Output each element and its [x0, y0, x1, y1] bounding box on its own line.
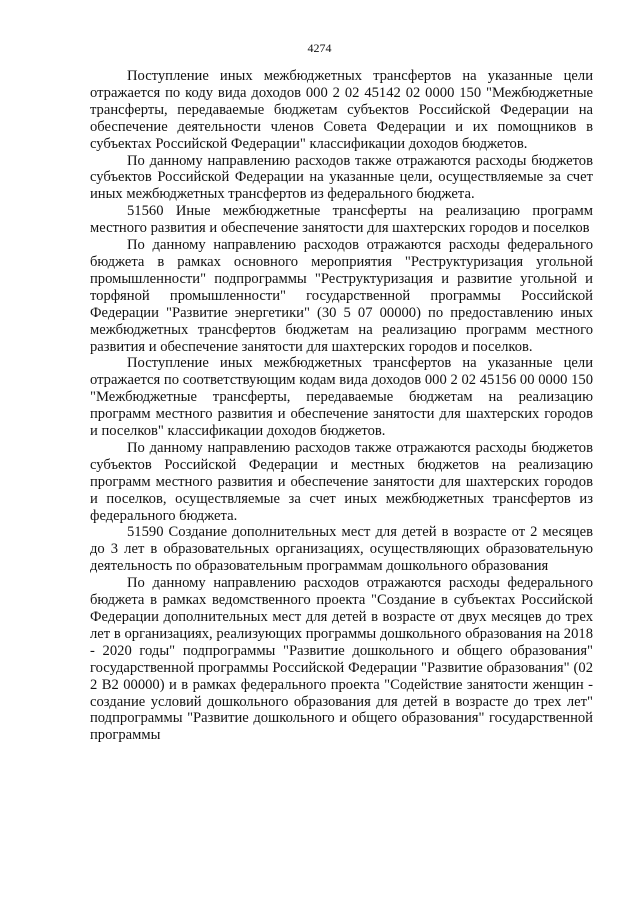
page-number: 4274 — [307, 41, 332, 55]
paragraph: По данному направлению расходов отражаются расходы федерального бюджета в рамках основного мероприятия "Реструктуризация угольной промышленности" подпрограммы "Реструктуризация и развитие угольной и торфяной промышленности" государственной программы Российской Федерации "Развитие энергетики" (30 5 07 00000) по предоставлению иных межбюджетных трансфертов бюджетам на реализацию программ местного развития и обеспечение занятости для шахтерских городов и поселков. — [90, 237, 593, 355]
paragraph: По данному направлению расходов также отражаются расходы бюджетов субъектов Российской Федерации на указанные цели, осуществляемые за счет иных межбюджетных трансфертов из федерального бюджета. — [90, 152, 593, 203]
paragraph: Поступление иных межбюджетных трансфертов на указанные цели отражается по соответствующим кодам вида доходов 000 2 02 45156 00 0000 150 "Межбюджетные трансферты, передаваемые бюджетам на реализацию программ местного развития и обеспечение занятости для шахтерских городов и поселков" классификации доходов бюджетов. — [90, 355, 593, 440]
paragraph: По данному направлению расходов также отражаются расходы бюджетов субъектов Российской Федерации и местных бюджетов на реализацию программ местного развития и обеспечение занятости для шахтерских городов и поселков, осуществляемые за счет иных межбюджетных трансфертов из федерального бюджета. — [90, 439, 593, 524]
paragraph: Поступление иных межбюджетных трансфертов на указанные цели отражается по коду вида доходов 000 2 02 45142 02 0000 150 "Межбюджетные трансферты, передаваемые бюджетам субъектов Российской Федерации на обеспечение деятельности членов Совета Федерации и их помощников в субъектах Российской Федерации" классификации доходов бюджетов. — [90, 68, 593, 152]
section-heading-51560: 51560 Иные межбюджетные трансферты на реализацию программ местного развития и обеспечение занятости для шахтерских городов и поселков — [90, 203, 593, 237]
section-heading-51590: 51590 Создание дополнительных мест для детей в возрасте от 2 месяцев до 3 лет в образовательных организациях, осуществляющих образовательную деятельность по образовательным программам дошкольного образования — [90, 524, 593, 575]
page-body — [90, 68, 593, 744]
paragraph: По данному направлению расходов отражаются расходы федерального бюджета в рамках ведомственного проекта "Создание в субъектах Российской Федерации дополнительных мест для детей в возрасте от двух месяцев до трех лет в организациях, реализующих программы дошкольного образования на 2018 - 2020 годы" подпрограммы "Развитие дошкольного и общего образования" государственной программы Российской Федерации "Развитие образования" (02 2 В2 00000) и в рамках федерального проекта "Содействие занятости женщин - создание условий дошкольного образования для детей в возрасте до трех лет" подпрограммы "Развитие дошкольного и общего образования" государственной программы — [90, 575, 593, 744]
